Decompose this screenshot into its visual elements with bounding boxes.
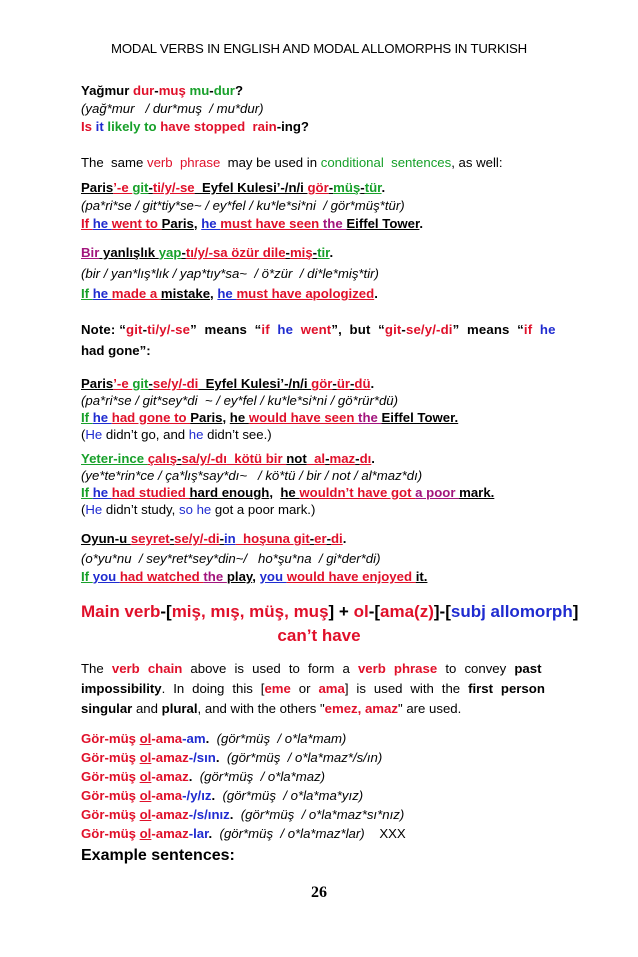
text: (: [81, 502, 86, 517]
punct: .: [342, 531, 347, 546]
explanation-4: [81, 427, 272, 443]
text: verb phrase: [146, 155, 221, 170]
pronunciation-3: (bir / yan*lış*lık / yap*tıy*sa~ / ö*zür / di*le*miş*tir): [81, 266, 379, 281]
punct: .: [215, 750, 220, 765]
morpheme: se/y/-di: [174, 531, 220, 546]
punct: ,: [210, 286, 218, 301]
text: -[: [368, 602, 381, 621]
hyphen: -: [148, 180, 153, 195]
text: got a poor mark.): [211, 502, 316, 517]
negative-suffix: -ama: [151, 731, 183, 746]
text: , and with the others ": [197, 701, 325, 716]
text: to convey: [437, 661, 515, 676]
text: ]: [572, 602, 579, 621]
turkish-sentence-5: [81, 451, 375, 467]
word: Yeter-ince: [81, 451, 148, 466]
morpheme: git: [132, 180, 149, 195]
word: a poor: [415, 485, 460, 500]
hyphen: -: [325, 451, 330, 466]
negative-suffix: -amaz: [151, 750, 189, 765]
text: Note: “: [81, 322, 127, 337]
word: Paris: [81, 376, 114, 391]
punct: ?: [234, 83, 243, 98]
morpheme: git: [126, 322, 143, 337]
conjugation-row: [81, 731, 346, 747]
word: hard enough: [189, 485, 270, 500]
negative-suffix: -ama: [151, 788, 183, 803]
explanation-5: [81, 502, 315, 518]
word: if: [261, 322, 274, 337]
hyphen: -: [209, 83, 214, 98]
hyphen: -: [328, 180, 334, 195]
text: and: [132, 701, 162, 716]
english-sentence-3: [81, 286, 378, 302]
word: yanlışlık: [99, 245, 159, 260]
text: he: [188, 427, 204, 442]
note-line-2: had gone”:: [81, 343, 151, 358]
morpheme: di: [331, 531, 343, 546]
word: Is: [81, 119, 96, 134]
verb-form: Gör-müş: [81, 826, 140, 841]
text: The same: [81, 155, 147, 170]
person-suffix: -am: [182, 731, 206, 746]
word: Paris: [190, 410, 223, 425]
word: have stopped: [160, 119, 249, 134]
pronunciation-1: (yağ*mur / dur*muş / mu*dur): [81, 101, 264, 116]
pronunciation: (gör*müş / o*la*maz*sı*nız): [240, 807, 405, 822]
morpheme: er: [314, 531, 327, 546]
morpheme: se/y/-di: [405, 322, 453, 337]
pronunciation: (gör*müş / o*la*maz*/s/ın): [226, 750, 383, 765]
page-number: 26: [311, 884, 327, 901]
verb-form: Gör-müş: [81, 750, 140, 765]
punct: ,: [193, 216, 202, 231]
hyphen: -: [350, 376, 355, 391]
text: " are used.: [397, 701, 462, 716]
text: , as well:: [451, 155, 503, 170]
word: if: [523, 322, 537, 337]
word: the: [322, 216, 347, 231]
person-suffix: -/y/ız: [182, 788, 212, 803]
word: he: [229, 410, 249, 425]
word: If: [81, 485, 93, 500]
morpheme: ti/y/-se: [152, 180, 195, 195]
text: may be used in: [220, 155, 321, 170]
punct: .: [381, 180, 386, 195]
morpheme: mu: [189, 83, 210, 98]
morpheme: yap: [158, 245, 182, 260]
morpheme: tı/y/-sa: [185, 245, 228, 260]
word: play: [226, 569, 253, 584]
text: plural: [161, 701, 198, 716]
pronunciation: (gör*müş / o*la*maz*lar): [219, 826, 365, 841]
conjugation-row: [81, 788, 363, 804]
text: ”, but “: [331, 322, 385, 337]
word: he: [273, 322, 297, 337]
english-sentence-2: [81, 216, 423, 232]
morpheme: ’-e: [113, 180, 133, 195]
english-sentence-1: [81, 119, 309, 135]
text: so he: [179, 502, 212, 517]
hyphen: -: [154, 83, 159, 98]
hyphen: -: [148, 376, 153, 391]
hyphen: -: [326, 531, 331, 546]
morpheme: çalış: [147, 451, 178, 466]
punct: ,: [252, 569, 260, 584]
hyphen: -: [312, 245, 318, 260]
word: must have apologized: [236, 286, 375, 301]
auxiliary: ol: [139, 750, 152, 765]
morpheme: tir: [317, 245, 330, 260]
text: ” means “: [452, 322, 524, 337]
auxiliary: ol: [139, 769, 152, 784]
morpheme: git: [293, 531, 310, 546]
word: If: [81, 569, 93, 584]
word: he: [201, 216, 221, 231]
conjugation-row: [81, 769, 325, 785]
conjugation-row: [81, 750, 382, 766]
text: first person: [468, 681, 545, 696]
morpheme: muş: [158, 83, 186, 98]
explanation-paragraph-line-1: [81, 659, 541, 679]
word: the: [203, 569, 227, 584]
word: went to: [111, 216, 162, 231]
word: he: [92, 216, 112, 231]
english-sentence-6: [81, 569, 427, 585]
word: would have enjoyed: [286, 569, 416, 584]
word: If: [81, 410, 93, 425]
text: ol: [353, 602, 369, 621]
word: özür dile: [227, 245, 286, 260]
auxiliary: ol: [139, 788, 152, 803]
word: it.: [415, 569, 428, 584]
punct: .: [188, 769, 193, 784]
conjugation-row: [81, 826, 406, 842]
text: didn’t see.): [203, 427, 272, 442]
text: miş, mış, müş, muş: [171, 602, 329, 621]
word: he: [280, 485, 300, 500]
hyphen: -: [360, 180, 365, 195]
punct: .: [371, 451, 375, 466]
punct: .: [205, 731, 210, 746]
pronunciation-5: (ye*te*rin*ce / ça*lış*say*dı~ / kö*tü / bir / not / al*maz*dı): [81, 468, 423, 483]
turkish-sentence-6: [81, 531, 346, 547]
pronunciation: (gör*müş / o*la*maz): [199, 769, 326, 784]
text: or: [290, 681, 319, 696]
morpheme: miş: [289, 245, 313, 260]
turkish-sentence-4: [81, 376, 374, 392]
hyphen: -: [401, 322, 406, 337]
explanation-paragraph-line-3: [81, 699, 461, 719]
word: he: [217, 286, 237, 301]
negative-suffix: -amaz: [151, 826, 189, 841]
text: impossibility: [81, 681, 162, 696]
morpheme: tür: [364, 180, 382, 195]
pronunciation-6: (o*yu*nu / sey*ret*sey*din~/ ho*şu*na / gi*der*di): [81, 551, 381, 566]
pronunciation-2: (pa*ri*se / git*tiy*se~ / ey*fel / ku*le*si*ni / gör*müş*tür): [81, 198, 405, 213]
morpheme: ti/y/-se: [147, 322, 191, 337]
formula-line-2: can’t have: [277, 626, 361, 645]
note-line-1: [81, 322, 556, 338]
formula-line-1: [81, 601, 578, 623]
text: didn’t go, and: [102, 427, 189, 442]
word: Yağmur: [81, 83, 134, 98]
punct: .: [208, 826, 213, 841]
hyphen: -: [169, 531, 175, 546]
word: If: [81, 216, 93, 231]
punct: .: [211, 788, 216, 803]
word: Eiffel Tower.: [381, 410, 459, 425]
word: made a: [111, 286, 161, 301]
word: kötü bir: [226, 451, 287, 466]
word: Eyfel Kulesi’-/n/i: [194, 180, 308, 195]
morpheme: gör: [311, 376, 333, 391]
text: verb chain: [111, 661, 183, 676]
morpheme: maz: [329, 451, 356, 466]
english-sentence-5: [81, 485, 494, 501]
word: went: [296, 322, 332, 337]
text: The: [81, 661, 112, 676]
text: (: [81, 427, 86, 442]
word: Eiffel Tower: [346, 216, 420, 231]
morpheme: sa/y/-dı: [181, 451, 227, 466]
text: -[: [160, 602, 172, 621]
word: If: [81, 286, 93, 301]
word: not: [286, 451, 307, 466]
hyphen: -: [309, 531, 315, 546]
text: ] +: [328, 602, 354, 621]
extra-text: XXX: [379, 826, 406, 841]
verb-form: Gör-müş: [81, 788, 140, 803]
text: eme: [264, 681, 291, 696]
verb-form: Gör-müş: [81, 731, 140, 746]
word: he: [92, 410, 112, 425]
hyphen: -: [219, 531, 224, 546]
text: verb phrase: [357, 661, 438, 676]
morpheme: ür: [336, 376, 351, 391]
punct: .: [329, 245, 334, 260]
word: must have seen: [220, 216, 323, 231]
text: emez, amaz: [324, 701, 398, 716]
hyphen: -: [355, 451, 360, 466]
morpheme: al: [306, 451, 326, 466]
morpheme: dı: [359, 451, 372, 466]
word: Paris: [81, 180, 114, 195]
word: Paris: [161, 216, 194, 231]
text: Main verb: [81, 602, 161, 621]
word: it: [95, 119, 108, 134]
hyphen: -: [142, 322, 148, 337]
turkish-sentence-1: [81, 83, 243, 99]
text: ]-[: [433, 602, 451, 621]
conjugation-row: [81, 807, 404, 823]
text: didn’t study,: [102, 502, 179, 517]
negative-suffix: -amaz: [151, 769, 189, 784]
text: . In doing this [: [161, 681, 265, 696]
punct: .: [419, 216, 424, 231]
morpheme: se/y/-di: [152, 376, 199, 391]
morpheme: gör: [307, 180, 329, 195]
word: likely to: [107, 119, 161, 134]
intro-paragraph: [81, 155, 503, 171]
text: ] is used with the: [344, 681, 469, 696]
morpheme: müş: [333, 180, 361, 195]
text: above is used to form a: [182, 661, 358, 676]
punct: .: [374, 286, 378, 301]
running-header: MODAL VERBS IN ENGLISH AND MODAL ALLOMORPHS IN TURKISH: [111, 41, 527, 56]
word: -ing?: [276, 119, 309, 134]
person-suffix: -/sın: [188, 750, 216, 765]
person-suffix: -/s/ınız: [188, 807, 230, 822]
word: he: [536, 322, 556, 337]
text: He: [85, 502, 103, 517]
word: mistake: [160, 286, 211, 301]
turkish-sentence-2: [81, 180, 385, 196]
pronunciation: (gör*müş / o*la*ma*yız): [222, 788, 364, 803]
pronunciation-4: (pa*ri*se / git*sey*di ~ / ey*fel / ku*le*si*ni / gö*rür*dü): [81, 393, 399, 408]
morpheme: dur: [213, 83, 235, 98]
morpheme: dü: [354, 376, 371, 391]
examples-heading: Example sentences:: [81, 847, 235, 864]
hyphen: -: [181, 245, 186, 260]
morpheme: ’-e: [113, 376, 133, 391]
word: would have seen: [248, 410, 359, 425]
auxiliary: ol: [139, 807, 152, 822]
word: Oyun-u: [81, 531, 131, 546]
word: you: [259, 569, 287, 584]
morpheme: dur: [133, 83, 155, 98]
text: He: [85, 427, 103, 442]
verb-form: Gör-müş: [81, 807, 140, 822]
punct: .: [229, 807, 234, 822]
hyphen: -: [332, 376, 337, 391]
morpheme: seyret: [130, 531, 170, 546]
word: rain: [248, 119, 277, 134]
explanation-paragraph-line-2: [81, 679, 545, 699]
negative-suffix: -amaz: [151, 807, 189, 822]
punct: .: [370, 376, 375, 391]
person-suffix: -lar: [188, 826, 209, 841]
hyphen: -: [285, 245, 290, 260]
word: mark.: [459, 485, 495, 500]
word: hoşuna: [235, 531, 294, 546]
text: conditional sentences: [320, 155, 452, 170]
morpheme: git: [132, 376, 149, 391]
text: ama(z): [380, 602, 434, 621]
word: had watched: [119, 569, 204, 584]
text: ama: [318, 681, 345, 696]
text: subj allomorph: [450, 602, 573, 621]
text: ” means “: [190, 322, 262, 337]
auxiliary: ol: [139, 731, 152, 746]
word: had studied: [111, 485, 190, 500]
word: Bir: [81, 245, 100, 260]
word: had gone to: [111, 410, 191, 425]
verb-form: Gör-müş: [81, 769, 140, 784]
morpheme: in: [223, 531, 236, 546]
text: singular: [81, 701, 133, 716]
word: the: [358, 410, 382, 425]
punct: ,: [269, 485, 281, 500]
word: he: [92, 485, 112, 500]
turkish-sentence-3: [81, 245, 333, 261]
word: Eyfel Kulesi’-/n/i: [198, 376, 312, 391]
english-sentence-4: [81, 410, 458, 426]
word: he: [92, 286, 112, 301]
auxiliary: ol: [139, 826, 152, 841]
morpheme: git: [384, 322, 402, 337]
word: wouldn’t have got: [299, 485, 416, 500]
pronunciation: (gör*müş / o*la*mam): [216, 731, 347, 746]
word: you: [92, 569, 120, 584]
punct: ,: [222, 410, 230, 425]
hyphen: -: [177, 451, 182, 466]
text: past: [514, 661, 542, 676]
